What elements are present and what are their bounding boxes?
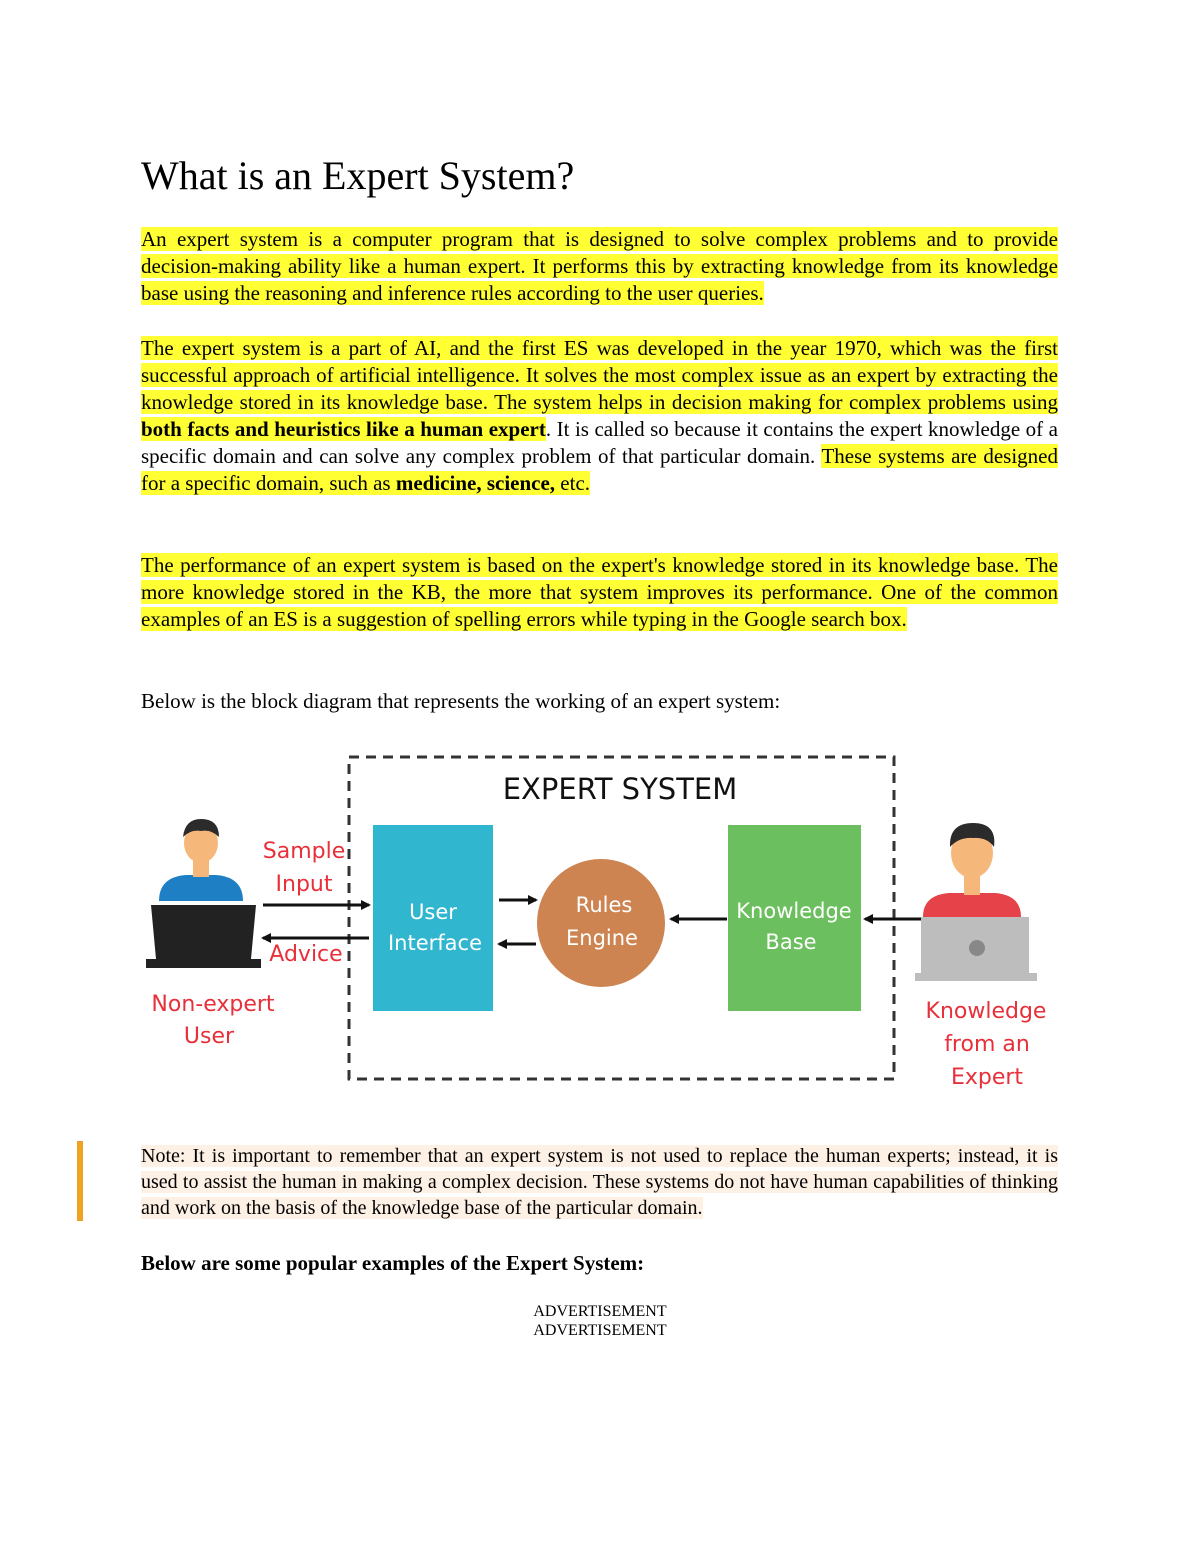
highlighted-text: An expert system is a computer program that is designed to solve complex problems and to provide decision-making ability like a human expert. It performs this by extracting knowledge from its knowledge base using the reasoning and inference rules according to the user queries.	[141, 227, 1058, 305]
knowledge-base-label: Base	[765, 930, 817, 954]
rules-engine-label: Rules	[575, 893, 633, 917]
note-text: Note: It is important to remember that an expert system is not used to replace the human experts; instead, it is used to assist the human in making a complex decision. These systems do not have human capabilities of thinking and work on the basis of the knowledge base of the particular domain.	[141, 1145, 1058, 1219]
non-expert-user-label: Non-expert	[151, 992, 275, 1017]
advertisement-label: ADVERTISEMENT	[533, 1303, 667, 1320]
bold-text: medicine, science,	[395, 471, 556, 495]
text-run: . It is called so because it contains the expert knowledge of a specific domain and can solve any complex problem of that particular domain.	[141, 417, 1058, 468]
note-accent-bar	[77, 1141, 83, 1221]
sample-input-label: Sample	[262, 839, 346, 864]
diagram-heading: EXPERT SYSTEM	[502, 772, 738, 806]
paragraph-performance	[141, 552, 1058, 633]
user-interface-label: User	[409, 900, 457, 924]
paragraph-history	[141, 335, 1058, 497]
text-run: etc.	[555, 471, 591, 495]
paragraph-diagram-intro: Below is the block diagram that represents the working of an expert system:	[141, 689, 781, 713]
expert-label: Knowledge	[925, 999, 1047, 1024]
laptop-icon	[146, 905, 261, 968]
paragraph-definition	[141, 226, 1058, 307]
expert-system-diagram	[141, 745, 1061, 1095]
text-run: These systems are designed for a specific domain, such as	[141, 444, 1058, 495]
advice-label: Advice	[269, 942, 343, 967]
rules-engine-circle	[537, 859, 665, 987]
examples-heading: Below are some popular examples of the Expert System:	[141, 1251, 645, 1275]
highlighted-text: The performance of an expert system is based on the expert's knowledge stored in its knowledge base. The more knowledge stored in the KB, the more that system improves its performance. One of the common examples of an ES is a suggestion of spelling errors while typing in the Google search box.	[141, 553, 1058, 631]
sample-input-label: Input	[275, 872, 333, 897]
note-box	[141, 1143, 1058, 1221]
rules-engine-label: Engine	[566, 926, 638, 950]
user-interface-label: Interface	[387, 931, 483, 955]
laptop-icon	[915, 917, 1037, 981]
expert-icon	[923, 823, 1021, 917]
knowledge-base-label: Knowledge	[736, 899, 852, 923]
expert-label: Expert	[950, 1065, 1024, 1090]
page-title: What is an Expert System?	[141, 153, 575, 198]
non-expert-user-label: User	[183, 1024, 235, 1049]
expert-label: from an	[944, 1032, 1030, 1057]
text-run: The expert system is a part of AI, and the first ES was developed in the year 1970, which was the first successful approach of artificial intelligence. It solves the most complex issue as an expert by extracting the knowledge stored in its knowledge base. The system helps in decision making for complex problems using	[141, 336, 1058, 414]
bold-text: both facts and heuristics like a human expert	[141, 417, 546, 441]
advertisement-label: ADVERTISEMENT	[533, 1322, 667, 1339]
non-expert-user-icon	[159, 819, 243, 901]
